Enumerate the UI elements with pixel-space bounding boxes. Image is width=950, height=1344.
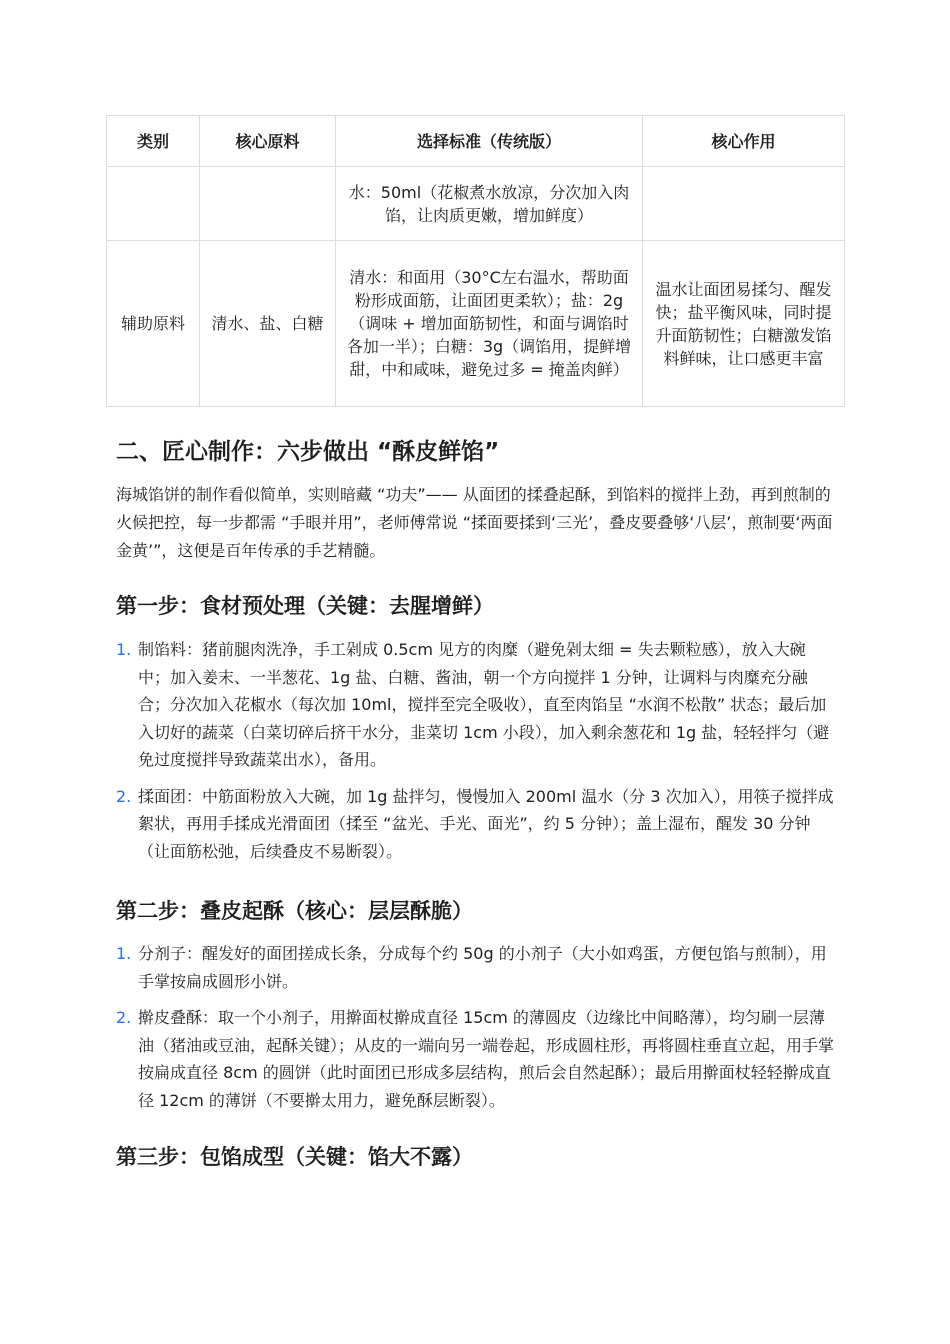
list-item-text: 擀皮叠酥：取一个小剂子，用擀面杖擀成直径 15cm 的薄圆皮（边缘比中间略薄），均匀刷一层薄油（猪油或豆油，起酥关键）；从皮的一端向另一端卷起，形成圆柱形，再将圆柱垂直立起，用手掌按扁成直径 8cm 的圆饼（此时面团已形成多层结构，煎后会自然起酥）；最后用擀面杖轻轻擀成直径 12cm 的薄饼（不要擀太用力，避免酥层断裂）。 [138,1008,835,1110]
step-heading: 第三步：包馅成型（关键：馅大不露） [116,1145,473,1169]
table-cell: 水：50ml（花椒煮水放凉，分次加入肉馅，让肉质更嫩，增加鲜度） [336,167,643,241]
table-cell: 辅助原料 [107,241,200,407]
list-item-text: 分剂子：醒发好的面团搓成长条，分成每个约 50g 的小剂子（大小如鸡蛋，方便包馅与煎制），用手掌按扁成圆形小饼。 [138,944,827,991]
step1-list [116,636,834,874]
step-heading: 第一步：食材预处理（关键：去腥增鲜） [116,594,494,618]
table-cell: 清水、盐、白糖 [200,241,336,407]
table-cell [107,167,200,241]
table-row [107,241,845,407]
table-header-cell: 核心作用 [643,116,845,167]
list-item [116,940,834,995]
table-row [107,167,845,241]
ingredients-table [106,115,845,407]
list-item-text: 揉面团：中筋面粉放入大碗，加 1g 盐拌匀，慢慢加入 200ml 温水（分 3 次加入），用筷子搅拌成絮状，再用手揉成光滑面团（揉至 “盆光、手光、面光”，约 5 分钟）；盖上湿布，醒发 30 分钟（让面筋松弛，后续叠皮不易断裂）。 [138,786,834,861]
list-item-text: 制馅料：猪前腿肉洗净，手工剁成 0.5cm 见方的肉糜（避免剁太细 = 失去颗粒感），放入大碗中；加入姜末、一半葱花、1g 盐、白糖、酱油，朝一个方向搅拌 1 分钟，让调料与肉糜充分融合；分次加入花椒水（每次加 10ml，搅拌至完全吸收），直至肉馅呈 “水润不松散” 状态；最后加入切好的蔬菜（白菜切碎后挤干水分，韭菜切 1cm 小段），加入剩余葱花和 1g 盐，轻轻拌匀（避免过度搅拌导致蔬菜出水），备用。 [138,640,830,769]
list-number: 2. [116,786,132,806]
table-cell [200,167,336,241]
list-item [116,636,834,774]
list-item [116,783,834,866]
table-header-cell: 类别 [107,116,200,167]
list-item [116,1004,834,1114]
table-header-cell: 核心原料 [200,116,336,167]
list-number: 2. [116,1008,132,1027]
step-heading: 第二步：叠皮起酥（核心：层层酥脆） [116,899,473,923]
section-heading: 二、匠心制作：六步做出 “酥皮鲜馅” [116,439,500,465]
table-header-row [107,116,845,167]
list-number: 1. [116,640,132,659]
table-cell [643,167,845,241]
table-cell: 温水让面团易揉匀、醒发快；盐平衡风味，同时提升面筋韧性；白糖激发馅料鲜味，让口感更丰富 [643,241,845,407]
section-intro-paragraph: 海城馅饼的制作看似简单，实则暗藏 “功夫”—— 从面团的揉叠起酥，到馅料的搅拌上劲，再到煎制的火候把控，每一步都需 “手眼并用”，老师傅常说 “揉面要揉到‘三光’，叠皮要叠够‘八层’，煎制要‘两面金黄’”，这便是百年传承的手艺精髓。 [116,485,833,560]
step2-list [116,940,834,1123]
table-cell: 清水：和面用（30°C左右温水，帮助面粉形成面筋，让面团更柔软）；盐：2g（调味 + 增加面筋韧性，和面与调馅时各加一半）；白糖：3g（调馅用，提鲜增甜，中和咸味，避免过多 = 掩盖肉鲜） [336,241,643,407]
table-header-cell: 选择标准（传统版） [336,116,643,167]
list-number: 1. [116,944,132,963]
